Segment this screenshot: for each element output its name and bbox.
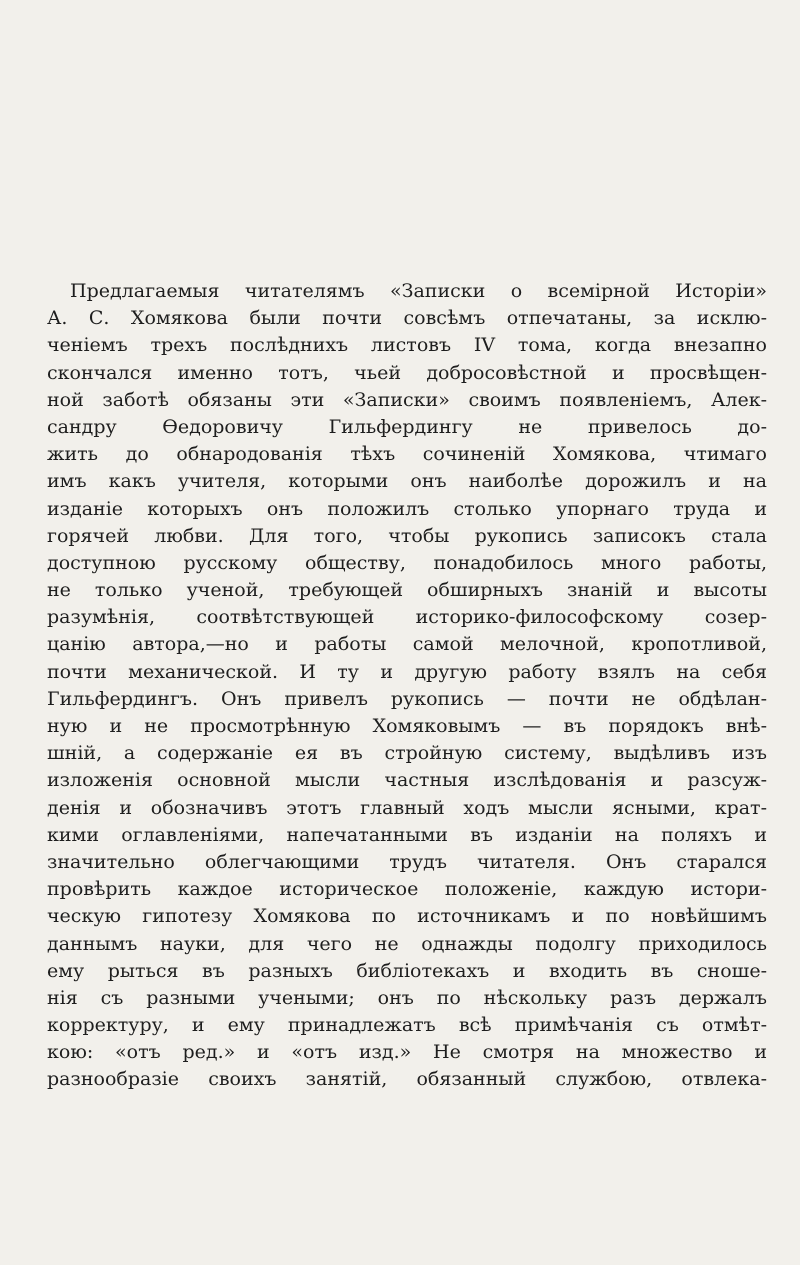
text-line: кою: «отъ ред.» и «отъ изд.» Не смотря на множество и — [47, 1041, 767, 1064]
text-line: изложенія основной мысли частныя изслѣдованія и разсуж- — [47, 769, 767, 792]
text-line: денія и обозначивъ этотъ главный ходъ мысли ясными, крат- — [47, 796, 767, 819]
text-line: жить до обнародованія тѣхъ сочиненій Хомякова, чтимаго — [47, 443, 767, 466]
text-line: провѣрить каждое историческое положеніе, каждую истори- — [47, 878, 767, 901]
text-line: ему рыться въ разныхъ библіотекахъ и входить въ сноше- — [47, 959, 767, 982]
text-line: Предлагаемыя читателямъ «Записки о всемірной Исторіи» — [70, 280, 767, 302]
text-line: сандру Ѳедоровичу Гильфердингу не привелось до- — [47, 415, 767, 438]
text-line: изданіе которыхъ онъ положилъ столько упорнаго труда и — [47, 497, 767, 520]
text-line: шній, а содержаніе ея въ стройную систему, выдѣливъ изъ — [47, 742, 767, 765]
text-line: Гильфердингъ. Онъ привелъ рукопись — почти не обдѣлан- — [47, 687, 767, 710]
text-line: нія съ разными учеными; онъ по нѣскольку разъ держалъ — [47, 986, 767, 1009]
text-line: разумѣнія, соотвѣтствующей историко-философскому созер- — [47, 606, 767, 629]
text-line: имъ какъ учителя, которыми онъ наиболѣе дорожилъ и на — [47, 470, 767, 493]
text-line: ческую гипотезу Хомякова по источникамъ и по новѣйшимъ — [47, 905, 767, 928]
text-line: почти механической. И ту и другую работу взялъ на себя — [47, 660, 767, 683]
text-line: ченіемъ трехъ послѣднихъ листовъ IV тома, когда внезапно — [47, 334, 767, 357]
text-line: корректуру, и ему принадлежатъ всѣ примѣчанія съ отмѣт- — [47, 1014, 767, 1037]
text-line: горячей любви. Для того, чтобы рукопись записокъ стала — [47, 524, 767, 547]
text-line: цанію автора,—но и работы самой мелочной, кропотливой, — [47, 633, 767, 656]
body-paragraph — [47, 278, 767, 1094]
text-line: разнообразіе своихъ занятій, обязанный службою, отвлека- — [47, 1068, 767, 1091]
text-line: ную и не просмотрѣнную Хомяковымъ — въ порядокъ внѣ- — [47, 715, 767, 737]
text-line: скончался именно тотъ, чьей добросовѣстной и просвѣщен- — [47, 361, 767, 384]
text-line: кими оглавленіями, напечатанными въ изданіи на поляхъ и — [47, 823, 767, 846]
text-line: доступною русскому обществу, понадобилось много работы, — [47, 551, 767, 574]
text-line: даннымъ науки, для чего не однажды подолгу приходилось — [47, 932, 767, 955]
text-line: не только ученой, требующей обширныхъ знаній и высоты — [47, 579, 767, 602]
text-line: А. С. Хомякова были почти совсѣмъ отпечатаны, за исклю- — [47, 307, 767, 330]
text-line: значительно облегчающими трудъ читателя. Онъ старался — [47, 850, 767, 873]
text-line: ной заботѣ обязаны эти «Записки» своимъ появленіемъ, Алек- — [47, 388, 767, 411]
